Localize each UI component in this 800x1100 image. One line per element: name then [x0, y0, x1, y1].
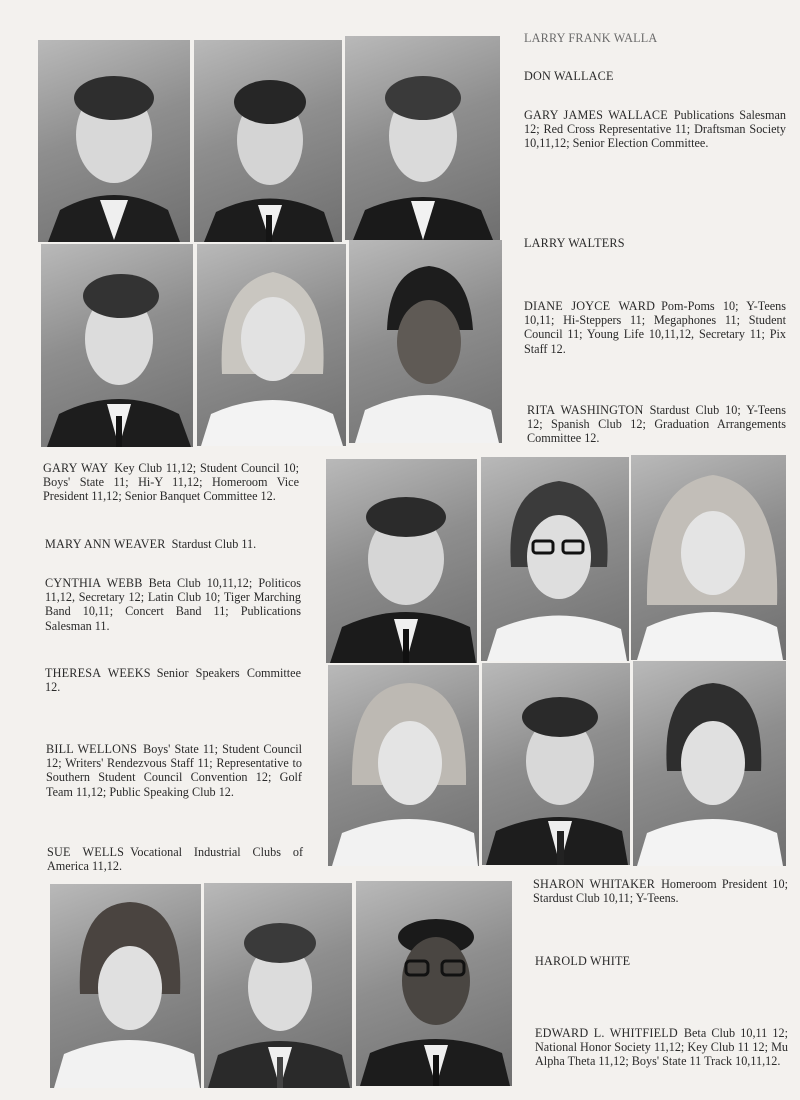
student-entry	[47, 845, 303, 873]
portrait-photo-14	[204, 883, 352, 1088]
student-activities: Publications Salesman 12; Red Cross Representative 11; Draftsman Society 10,11,12; Senior Election Committee.	[524, 108, 786, 151]
portrait-photo-2	[194, 40, 342, 242]
student-activities: Pom-Poms 10; Y-Teens 10,11; Hi-Steppers 11; Megaphones 11; Student Council 11; Young Life 10,11,12, Secretary 11; Pix Staff 12.	[524, 299, 786, 356]
student-name: SHARON WHITAKER	[533, 877, 656, 891]
student-activities: Boys' State 11; Student Council 12; Writers' Rendezvous Staff 11; Representative to Southern Student Council Convention 12; Golf Team 11,12; Public Speaking Club 12.	[46, 742, 302, 799]
student-name: SUE WELLS	[47, 845, 125, 859]
student-name: RITA WASHINGTON	[527, 403, 644, 417]
student-entry	[45, 537, 301, 551]
portrait-photo-6	[349, 240, 502, 443]
student-activities: Key Club 11,12; Student Council 10; Boys' State 11; Hi-Y 11,12; Homeroom Vice President 11,12; Senior Banquet Committee 12.	[43, 461, 300, 504]
student-name: EDWARD L. WHITFIELD	[535, 1026, 678, 1040]
student-activities: Homeroom President 10; Stardust Club 10,11; Y-Teens.	[533, 877, 788, 906]
student-activities: Senior Speakers Committee 12.	[45, 666, 301, 695]
student-entry	[45, 666, 301, 694]
student-activities: Beta Club 10,11,12; Politicos 11,12, Secretary 12; Latin Club 10; Tiger Marching Band 10,11; Concert Band 11; Publications Salesman 11.	[45, 576, 301, 633]
student-name: HAROLD WHITE	[535, 954, 631, 968]
student-name: THERESA WEEKS	[45, 666, 151, 680]
student-activities: Vocational Industrial Clubs of America 11,12.	[47, 845, 303, 874]
student-name: DIANE JOYCE WARD	[524, 299, 656, 313]
student-entry	[535, 954, 788, 968]
student-entry	[524, 108, 786, 151]
portrait-photo-13	[50, 884, 201, 1088]
portrait-photo-15	[356, 881, 512, 1086]
student-entry	[524, 69, 786, 83]
student-name: DON WALLACE	[524, 69, 614, 83]
student-entry	[45, 576, 301, 633]
portrait-photo-10	[328, 665, 479, 866]
portrait-photo-5	[197, 244, 346, 446]
student-entry	[535, 1026, 788, 1069]
portrait-photo-7	[326, 459, 477, 663]
student-name: LARRY WALTERS	[524, 236, 625, 250]
student-activities: Stardust Club 10; Y-Teens 12; Spanish Club 12; Graduation Arrangements Committee 12.	[527, 403, 786, 446]
student-entry	[43, 461, 299, 504]
student-activities: Beta Club 10,11 12; National Honor Society 11,12; Key Club 11 12; Mu Alpha Theta 11,12; Boys' State 11 Track 10,11,12.	[535, 1026, 788, 1069]
student-entry	[533, 877, 788, 905]
portrait-photo-8	[481, 457, 629, 661]
student-entry	[46, 742, 302, 799]
portrait-photo-9	[631, 455, 786, 660]
student-name: CYNTHIA WEBB	[45, 576, 143, 590]
student-entry	[524, 299, 786, 356]
student-entry	[524, 31, 786, 45]
portrait-photo-11	[482, 663, 630, 865]
portrait-photo-12	[633, 661, 786, 866]
portrait-photo-4	[41, 244, 193, 447]
student-entry	[524, 236, 786, 250]
student-name: MARY ANN WEAVER	[45, 537, 166, 551]
student-name: LARRY FRANK WALLA	[524, 31, 658, 45]
portrait-photo-1	[38, 40, 190, 242]
student-name: GARY WAY	[43, 461, 109, 475]
student-name: GARY JAMES WALLACE	[524, 108, 668, 122]
student-name: BILL WELLONS	[46, 742, 138, 756]
portrait-photo-3	[345, 36, 500, 240]
student-entry	[527, 403, 786, 446]
student-activities: Stardust Club 11.	[171, 537, 257, 551]
